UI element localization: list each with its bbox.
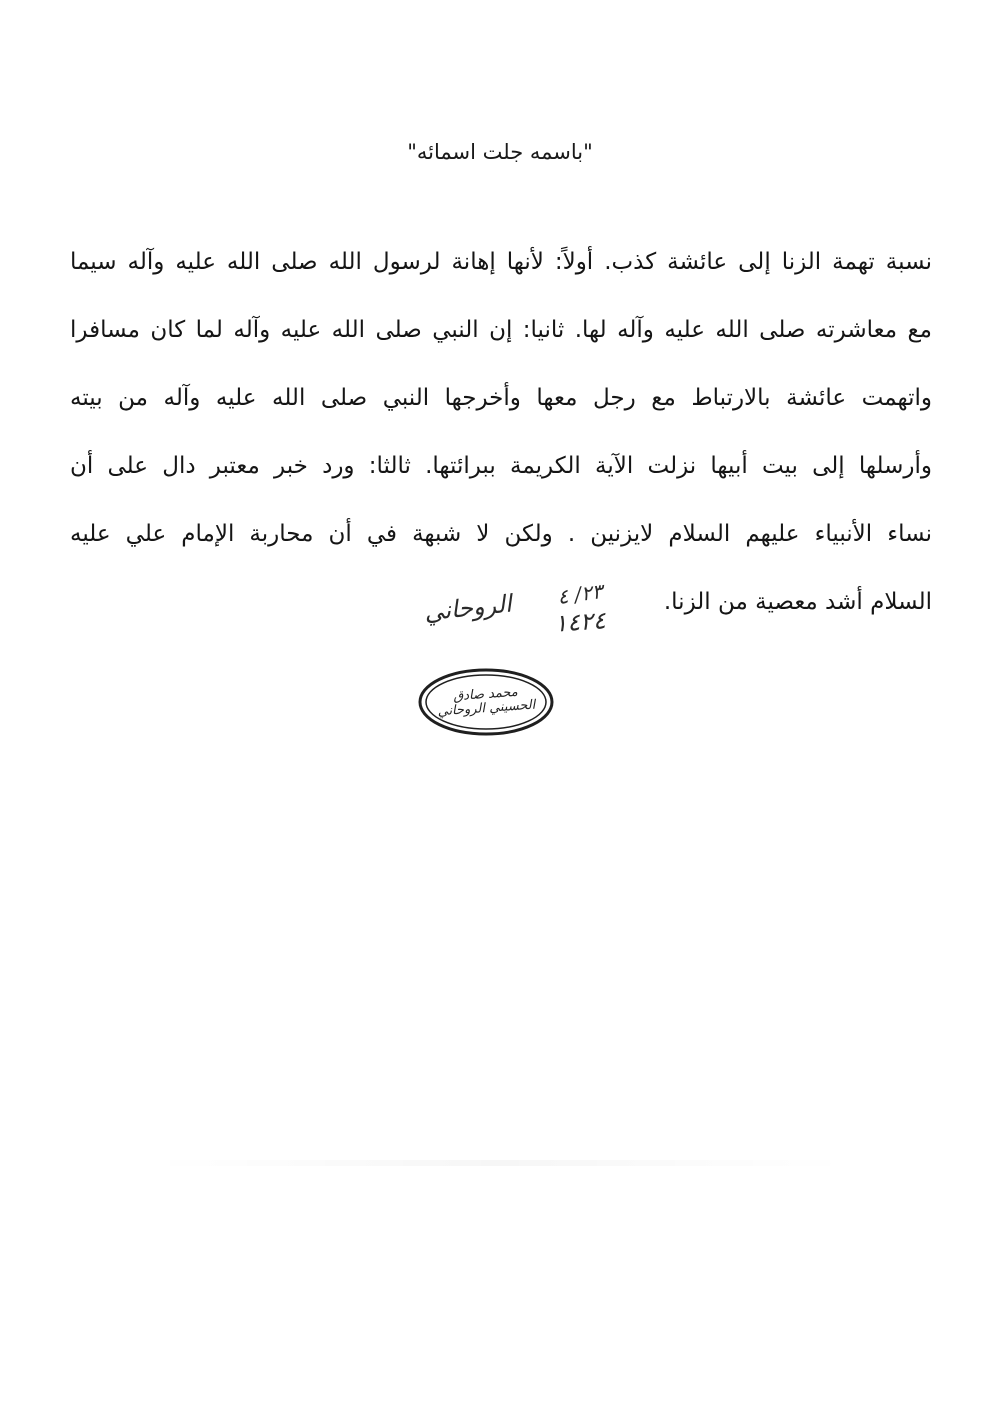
signature-date-year: ١٤٢٤ xyxy=(553,606,607,638)
body-line: مع معاشرته صلى الله عليه وآله لها. ثانيا: إن النبي صلى الله عليه وآله لما كان مسافرا xyxy=(70,317,932,343)
body-line: نساء الأنبياء عليهم السلام لايزنين . ولكن لا شبهة في أن محاربة الإمام علي عليه xyxy=(70,521,932,547)
signature-date xyxy=(530,578,630,638)
document-heading: "باسمه جلت اسمائه" xyxy=(407,140,593,164)
signature-date-day-month: ٢٣/ ٤ xyxy=(555,578,605,610)
body-line: السلام أشد معصية من الزنا. xyxy=(663,589,932,615)
scan-smudge xyxy=(150,1160,850,1166)
document-body xyxy=(70,228,932,636)
signature-name: الروحاني xyxy=(423,589,514,627)
body-line: وأرسلها إلى بيت أبيها نزلت الآية الكريمة ببرائتها. ثالثا: ورد خبر معتبر دال على أن xyxy=(70,453,932,479)
body-line: نسبة تهمة الزنا إلى عائشة كذب. أولاً: لأنها إهانة لرسول الله صلى الله عليه وآله سيما xyxy=(70,249,932,275)
body-line: واتهمت عائشة بالارتباط مع رجل معها وأخرجها النبي صلى الله عليه وآله من بيته xyxy=(70,385,932,411)
official-seal xyxy=(418,668,554,736)
seal-text: محمد صادق الحسيني الروحاني xyxy=(437,684,536,720)
handwritten-signature xyxy=(400,578,630,662)
